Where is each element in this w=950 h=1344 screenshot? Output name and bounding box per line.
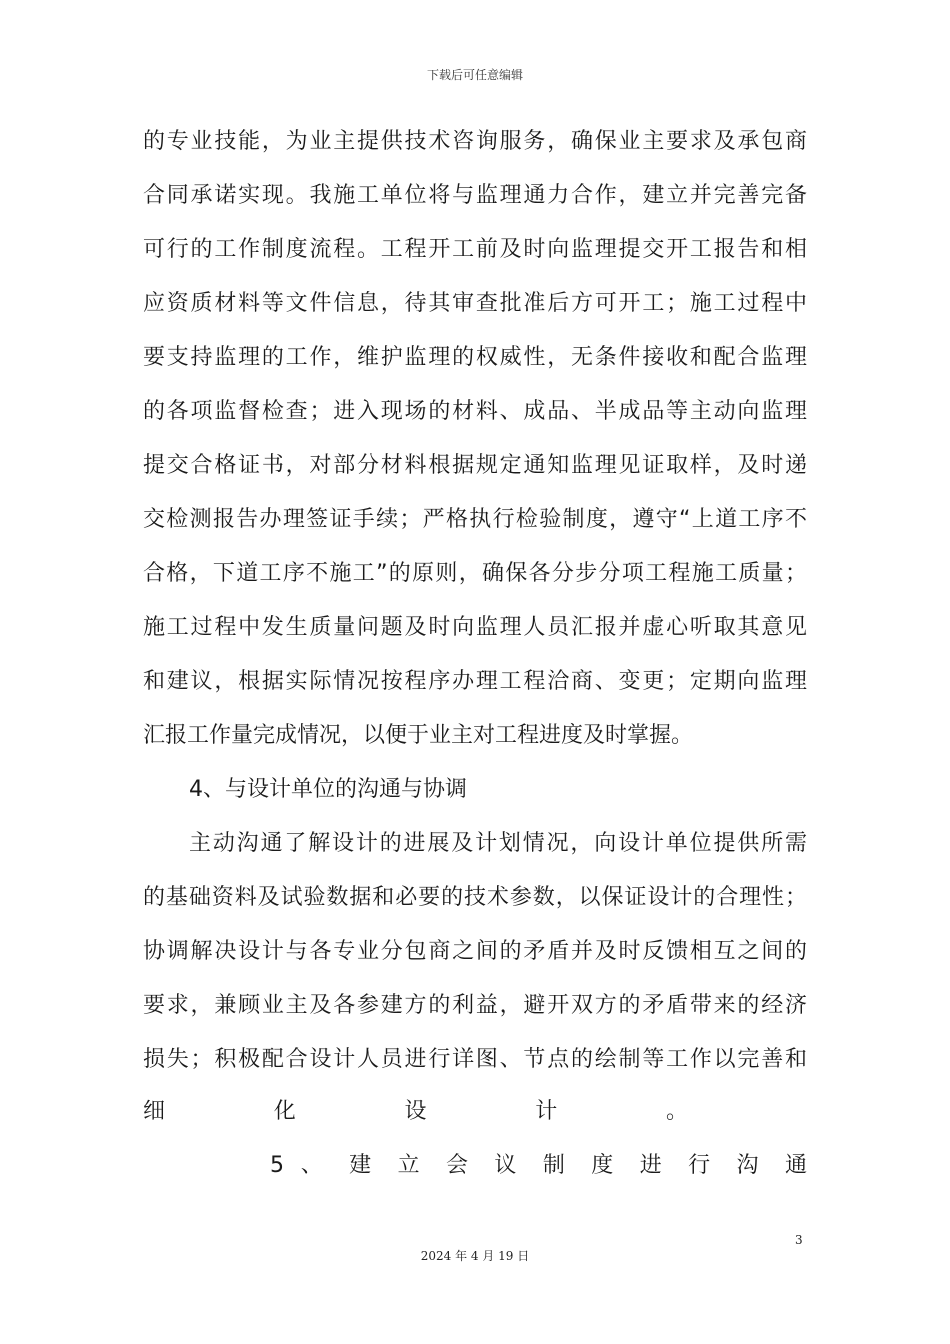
body-line: 要支持监理的工作，维护监理的权威性，无条件接收和配合监理 <box>143 345 807 370</box>
footer-date: 2024 年 4 月 19 日 <box>420 1249 530 1263</box>
body-line: 和建议，根据实际情况按程序办理工程洽商、变更；定期向监理 <box>143 669 807 694</box>
body-line: 的各项监督检查；进入现场的材料、成品、半成品等主动向监理 <box>143 399 807 424</box>
body-line: 合同承诺实现。我施工单位将与监理通力合作，建立并完善完备 <box>143 183 807 208</box>
body-line-spaced: 细 化 设 计 。 <box>143 1099 688 1124</box>
body-line: 协调解决设计与各专业分包商之间的矛盾并及时反馈相互之间的 <box>143 939 807 964</box>
body-line: 可行的工作制度流程。工程开工前及时向监理提交开工报告和相 <box>143 237 807 262</box>
body-line: 损失；积极配合设计人员进行详图、节点的绘制等工作以完善和 <box>143 1047 807 1072</box>
section-heading: 4、与设计单位的沟通与协调 <box>189 777 467 802</box>
paragraph-first-line: 主动沟通了解设计的进展及计划情况，向设计单位提供所需 <box>189 831 807 856</box>
body-line: 提交合格证书，对部分材料根据规定通知监理见证取样，及时递 <box>143 453 807 478</box>
body-line: 的基础资料及试验数据和必要的技术参数，以保证设计的合理性； <box>143 885 807 910</box>
body-line: 交检测报告办理签证手续；严格执行检验制度，遵守“上道工序不 <box>143 507 807 532</box>
body-line: 合格，下道工序不施工”的原则，确保各分步分项工程施工质量； <box>143 561 807 586</box>
section-heading-spaced: 5 、 建 立 会 议 制 度 进 行 沟 通 <box>270 1153 807 1178</box>
page-header: 下载后可任意编辑 <box>426 68 523 82</box>
body-line: 的专业技能，为业主提供技术咨询服务，确保业主要求及承包商 <box>143 129 807 154</box>
page-number: 3 <box>795 1233 803 1247</box>
body-line: 要求，兼顾业主及各参建方的利益，避开双方的矛盾带来的经济 <box>143 993 807 1018</box>
body-line: 施工过程中发生质量问题及时向监理人员汇报并虚心听取其意见 <box>143 615 807 640</box>
body-line: 应资质材料等文件信息，待其审查批准后方可开工；施工过程中 <box>143 291 807 316</box>
body-line: 汇报工作量完成情况，以便于业主对工程进度及时掌握。 <box>143 723 694 748</box>
